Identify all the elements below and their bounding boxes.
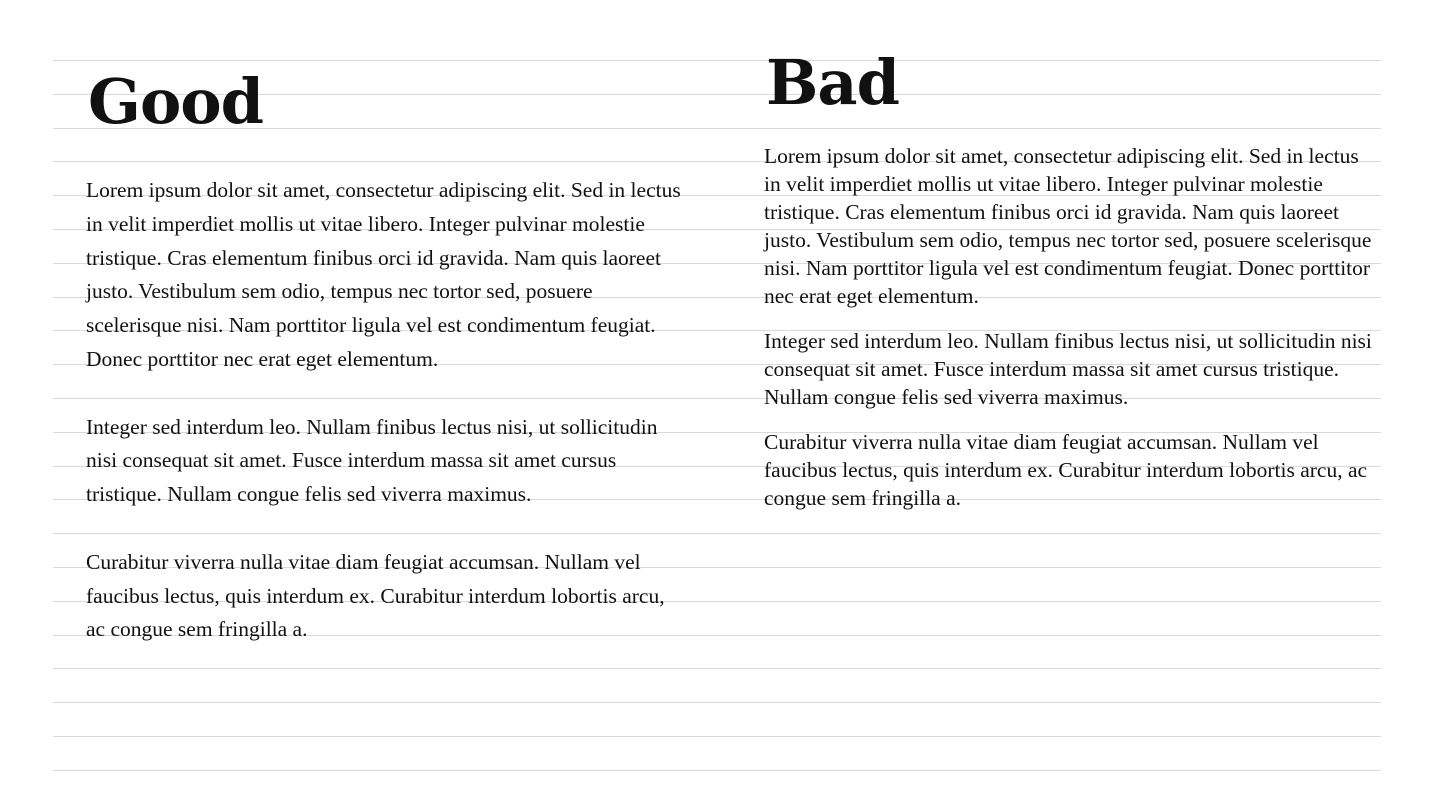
good-body xyxy=(86,174,686,647)
grid-line xyxy=(53,736,1381,737)
bad-paragraph-3: Curabitur viverra nulla vitae diam feugiat accumsan. Nullam vel faucibus lectus, quis interdum ex. Curabitur interdum lobortis arcu, ac congue sem fringilla a. xyxy=(764,430,1368,510)
grid-line xyxy=(53,702,1381,703)
good-column xyxy=(86,62,686,681)
bad-paragraph-2: Integer sed interdum leo. Nullam finibus lectus nisi, ut sollicitudin nisi consequat sit amet. Fusce interdum massa sit amet cursus tristique. Nullam congue felis sed viverra maximus. xyxy=(764,329,1372,409)
bad-heading: Bad xyxy=(766,46,899,119)
bad-column xyxy=(764,47,1374,529)
good-heading: Good xyxy=(88,65,264,138)
good-paragraph-2: Integer sed interdum leo. Nullam finibus lectus nisi, ut sollicitudin nisi consequat sit amet. Fusce interdum massa sit amet cursus tristique. Nullam congue felis sed viverra maximus. xyxy=(86,414,658,507)
good-paragraph-1: Lorem ipsum dolor sit amet, consectetur adipiscing elit. Sed in lectus in velit imperdiet mollis ut vitae libero. Integer pulvinar molestie tristique. Cras elementum finibus orci id gravida. Nam quis laoreet justo. Vestibulum sem odio, tempus nec tortor sed, posuere scelerisque nisi. Nam porttitor ligula vel est condimentum feugiat. Donec porttitor nec erat eget elementum. xyxy=(86,178,681,371)
good-paragraph-3: Curabitur viverra nulla vitae diam feugiat accumsan. Nullam vel faucibus lectus, quis interdum ex. Curabitur interdum lobortis arcu, ac congue sem fringilla a. xyxy=(86,549,665,642)
bad-body xyxy=(764,142,1374,512)
bad-paragraph-1: Lorem ipsum dolor sit amet, consectetur adipiscing elit. Sed in lectus in velit imperdiet mollis ut vitae libero. Integer pulvinar molestie tristique. Cras elementum finibus orci id gravida. Nam quis laoreet justo. Vestibulum sem odio, tempus nec tortor sed, posuere scelerisque nisi. Nam porttitor ligula vel est condimentum feugiat. Donec porttitor nec erat eget elementum. xyxy=(764,144,1372,308)
grid-line xyxy=(53,770,1381,771)
